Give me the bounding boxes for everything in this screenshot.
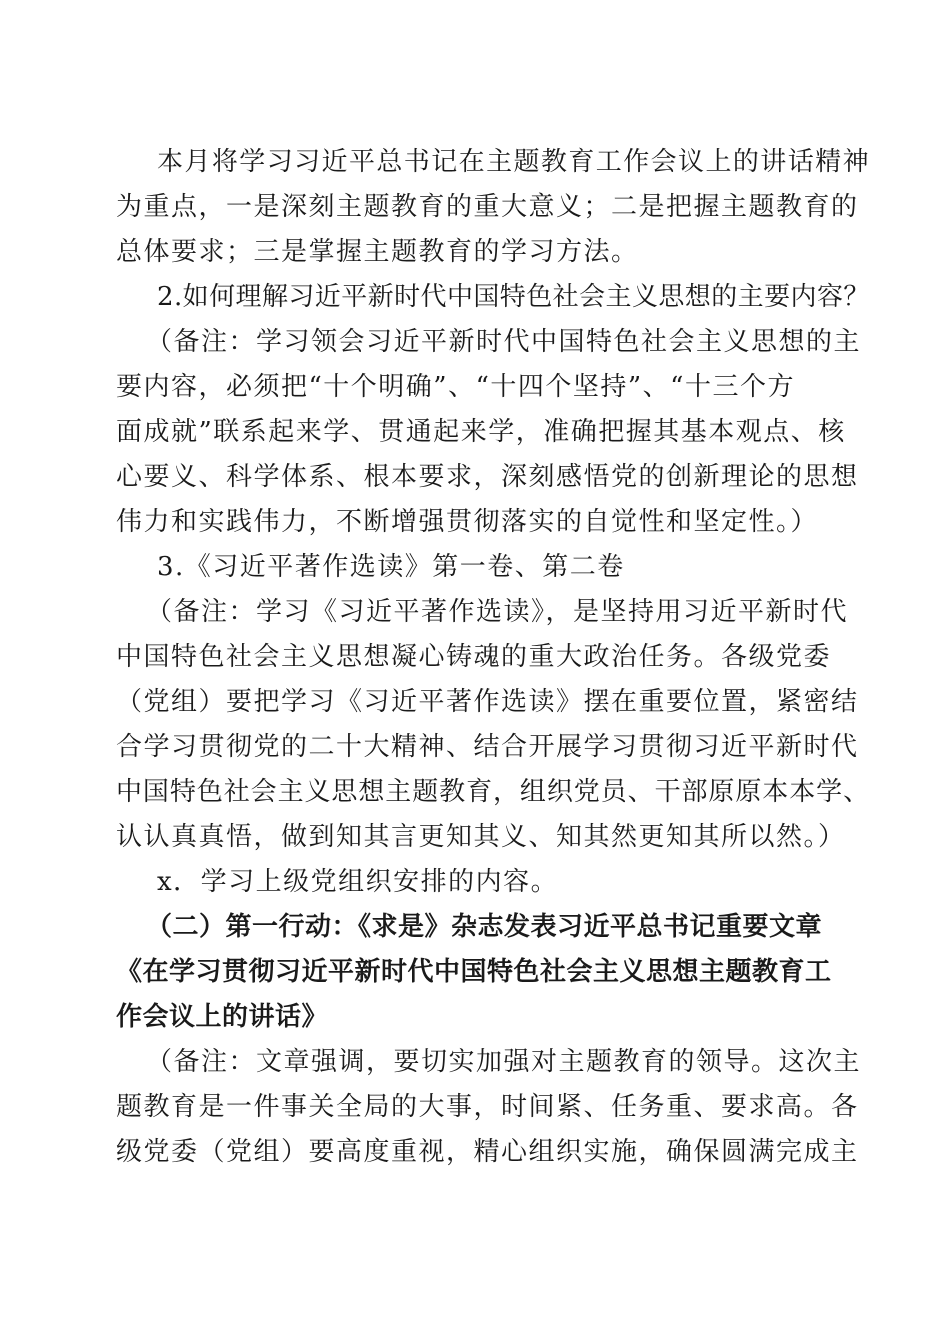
note-line: （备注：学习领会习近平新时代中国特色社会主义思想的主 <box>146 327 862 357</box>
note-line: （党组）要把学习《习近平著作选读》摆在重要位置，紧密结 <box>116 687 859 717</box>
paragraph-line: 本月将学习习近平总书记在主题教育工作会议上的讲话精神 <box>157 147 871 177</box>
list-item-heading: 2.如何理解习近平新时代中国特色社会主义思想的主要内容？ <box>157 282 870 312</box>
note-line: 中国特色社会主义思想凝心铸魂的重大政治任务。各级党委 <box>116 642 832 672</box>
note-line: 合学习贯彻党的二十大精神、结合开展学习贯彻习近平新时代 <box>116 732 859 762</box>
list-item-heading: x．学习上级党组织安排的内容。 <box>157 867 559 897</box>
paragraph-line: 为重点，一是深刻主题教育的重大意义；二是把握主题教育的 <box>116 192 859 222</box>
section-heading: 《在学习贯彻习近平新时代中国特色社会主义思想主题教育工 <box>116 957 832 987</box>
section-heading: 作会议上的讲话》 <box>116 1002 329 1032</box>
note-line: 心要义、科学体系、根本要求，深刻感悟党的创新理论的思想 <box>116 462 859 492</box>
section-heading: （二）第一行动：《求是》杂志发表习近平总书记重要文章 <box>146 912 823 942</box>
note-line: 级党委（党组）要高度重视，精心组织实施，确保圆满完成主 <box>116 1137 859 1167</box>
note-line: 中国特色社会主义思想主题教育，组织党员、干部原原本本学、 <box>116 777 871 807</box>
note-line: （备注：文章强调，要切实加强对主题教育的领导。这次主 <box>146 1047 862 1077</box>
note-line: 面成就”联系起来学、贯通起来学，准确把握其基本观点、核 <box>116 417 846 447</box>
note-line: 认认真真悟，做到知其言更知其义、知其然更知其所以然。） <box>116 822 846 852</box>
note-line: 要内容，必须把“十个明确”、“十四个坚持”、“十三个方 <box>116 372 795 402</box>
note-line: 伟力和实践伟力，不断增强贯彻落实的自觉性和坚定性。） <box>116 507 819 537</box>
note-line: （备注：学习《习近平著作选读》，是坚持用习近平新时代 <box>146 597 849 627</box>
note-line: 题教育是一件事关全局的大事，时间紧、任务重、要求高。各 <box>116 1092 859 1122</box>
paragraph-line: 总体要求；三是掌握主题教育的学习方法。 <box>116 237 639 267</box>
list-item-heading: 3.《习近平著作选读》第一卷、第二卷 <box>157 552 625 582</box>
